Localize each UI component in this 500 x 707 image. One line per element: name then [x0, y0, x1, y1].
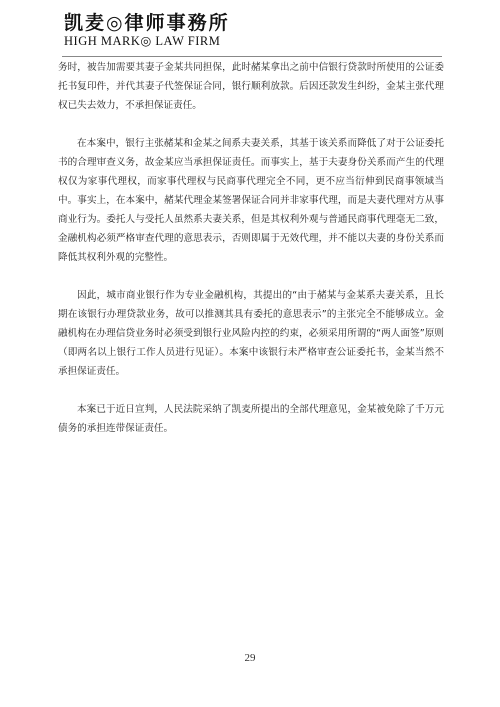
paragraph-2: 在本案中，银行主张赭某和金某之间系夫妻关系，其基于该关系而降低了对于公证委托书的合理审查义务，故金某应当承担保证责任。而事实上，基于夫妻身份关系而产生的代理权仅为家事代理权，而家事代理权与民商事代理完全不同，更不应当衍伸到民商事领域当中。事实上，在本案中，赭某代理金某签署保证合同并非家事代理，而是夫妻代理对方从事商业行为。委托人与受托人虽然系夫妻关系，但是其权利外观与普通民商事代理毫无二致，金融机构必须严格审查代理的意思表示，否则即属于无效代理，并不能以夫妻的身份关系而降低其权利外观的完整性。: [58, 138, 444, 263]
header-divider: [62, 56, 442, 57]
document-body: [58, 58, 444, 438]
paragraph-1: 务时，被告加需要其妻子金某共同担保，此时赭某拿出之前中信银行贷款时所使用的公证委托书复印件，并代其妻子代签保证合同，银行顺利放款。后因还款发生纠纷，金某主张代理权已失去效力，不承担保证责任。: [58, 62, 444, 111]
page-number: 29: [244, 652, 256, 664]
firm-name-chinese: 凯麦◎律师事務所: [64, 12, 230, 34]
paragraph-4: 本案已于近日宣判，人民法院采纳了凯麦所提出的全部代理意见，金某被免除了千万元债务的承担连带保证责任。: [58, 404, 444, 434]
firm-logo: [64, 12, 284, 49]
paragraph-3: 因此，城市商业银行作为专业金融机构，其提出的“由于赭某与金某系夫妻关系，且长期在该银行办理贷款业务，故可以推测其具有委托的意思表示”的主张完全不能够成立。金融机构在办理信贷业务时必须受到银行业风险内控的约束，必须采用所谓的“两人面签”原则（即两名以上银行工作人员进行见证）。本案中该银行未严格审查公证委托书，金某当然不承担保证责任。: [58, 290, 444, 377]
firm-name-english: HIGH MARK◎ LAW FIRM: [64, 34, 221, 48]
